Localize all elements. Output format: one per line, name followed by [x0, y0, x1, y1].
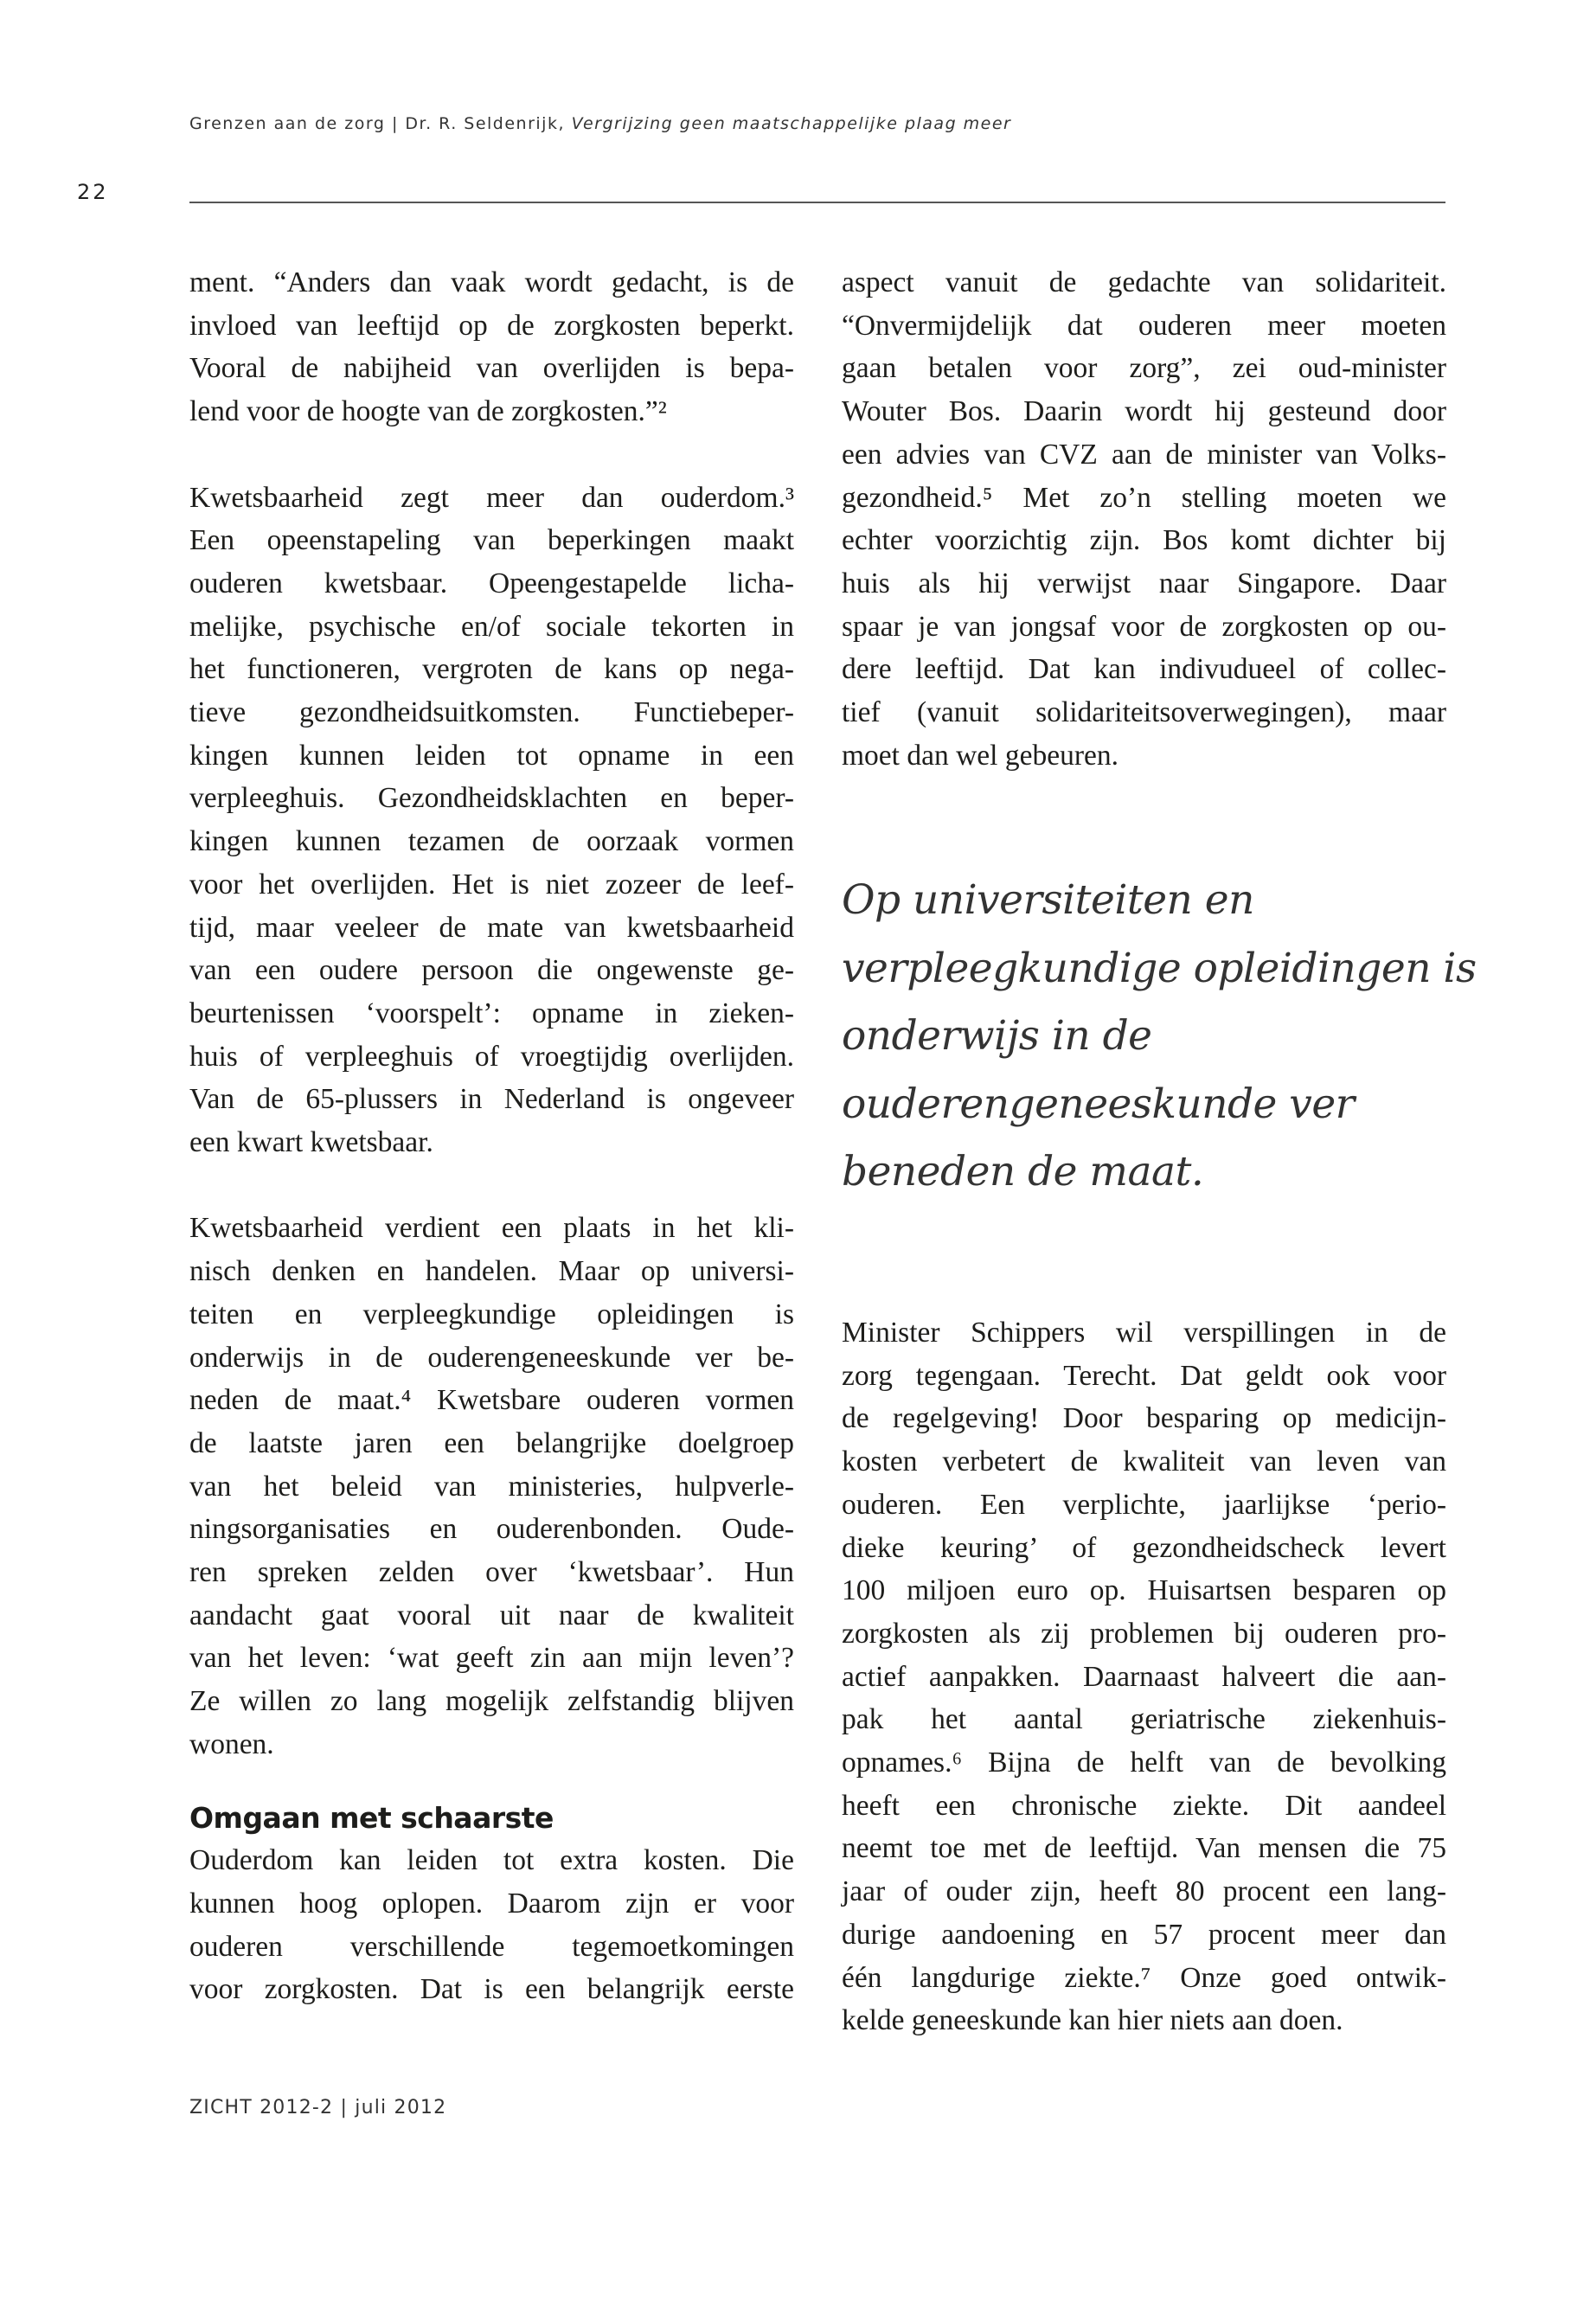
text-line: nisch denken en handelen. Maar op universi-: [189, 1255, 794, 1288]
paragraph: [189, 1207, 794, 1766]
article-title: Vergrijzing geen maatschappelijke plaag meer: [571, 114, 1012, 133]
text-line: kingen kunnen leiden tot opname in een: [189, 739, 794, 772]
text-line: melijke, psychische en/of sociale tekorten in: [189, 610, 794, 643]
text-line: Kwetsbaarheid zegt meer dan ouderdom.³: [189, 481, 794, 514]
text-line: Ouderdom kan leiden tot extra kosten. Die: [189, 1844, 794, 1877]
text-line: ouderen kwetsbaar. Opeengestapelde licha-: [189, 567, 794, 599]
text-line: spaar je van jongsaf voor de zorgkosten op ou-: [842, 610, 1446, 643]
text-line: echter voorzichtig zijn. Bos komt dichter bij: [842, 524, 1446, 557]
text-line: Wouter Bos. Daarin wordt hij gesteund door: [842, 395, 1446, 428]
page-footer: [189, 2097, 446, 2118]
text-line: wonen.: [189, 1727, 274, 1760]
section-heading: Omgaan met schaarste: [189, 1800, 554, 1835]
paragraph: [189, 261, 794, 433]
author-name: Dr. R. Seldenrijk,: [405, 114, 566, 133]
text-line: Van de 65-plussers in Nederland is ongeveer: [189, 1083, 794, 1116]
text-line: verpleeghuis. Gezondheidsklachten en beper-: [189, 782, 794, 815]
text-line: ren spreken zelden over ‘kwetsbaar’. Hun: [189, 1556, 794, 1589]
text-line: een advies van CVZ aan de minister van Volks-: [842, 438, 1446, 471]
text-line: een kwart kwetsbaar.: [189, 1126, 433, 1159]
right-column-top: [842, 261, 1446, 777]
text-line: één langdurige ziekte.⁷ Onze goed ontwik-: [842, 1961, 1446, 1994]
text-line: opnames.⁶ Bijna de helft van de bevolking: [842, 1747, 1446, 1779]
text-line: het functioneren, vergroten de kans op nega-: [189, 653, 794, 686]
pull-quote-line: beneden de maat.: [842, 1148, 1204, 1195]
pull-quote-line: Op universiteiten en: [842, 876, 1254, 924]
text-line: invloed van leeftijd op de zorgkosten beperkt.: [189, 309, 794, 342]
text-line: zorgkosten als zij problemen bij ouderen pro-: [842, 1617, 1446, 1650]
text-line: voor zorgkosten. Dat is een belangrijk eerste: [189, 1973, 794, 2006]
text-line: Een opeenstapeling van beperkingen maakt: [189, 524, 794, 557]
paragraph: [189, 1839, 794, 2011]
text-line: 100 miljoen euro op. Huisartsen besparen op: [842, 1574, 1446, 1607]
text-line: ment. “Anders dan vaak wordt gedacht, is de: [189, 266, 794, 298]
text-line: onderwijs in de ouderengeneeskunde ver be-: [189, 1341, 794, 1374]
text-line: gaan betalen voor zorg”, zei oud-minister: [842, 352, 1446, 385]
text-line: heeft een chronische ziekte. Dit aandeel: [842, 1789, 1446, 1822]
text-line: durige aandoening en 57 procent meer dan: [842, 1918, 1446, 1951]
text-line: dieke keuring’ of gezondheidscheck levert: [842, 1531, 1446, 1564]
text-line: van het leven: ‘wat geeft zin aan mijn leven’?: [189, 1642, 794, 1675]
text-line: aandacht gaat vooral uit naar de kwaliteit: [189, 1599, 794, 1631]
text-line: ouderen. Een verplichte, jaarlijkse ‘perio-: [842, 1488, 1446, 1521]
right-column-bottom: [842, 1311, 1446, 2042]
text-line: Minister Schippers wil verspillingen in de: [842, 1317, 1446, 1349]
issue-number: 2012-2: [260, 2097, 334, 2118]
text-line: van een oudere persoon die ongewenste ge-: [189, 954, 794, 987]
text-line: pak het aantal geriatrische ziekenhuis-: [842, 1703, 1446, 1736]
text-line: moet dan wel gebeuren.: [842, 739, 1118, 772]
text-line: actief aanpakken. Daarnaast halveert die aan-: [842, 1660, 1446, 1693]
text-line: van het beleid van ministeries, hulpverle-: [189, 1470, 794, 1503]
text-line: neden de maat.⁴ Kwetsbare ouderen vormen: [189, 1384, 794, 1417]
header-rule: [189, 202, 1445, 203]
paragraph: [189, 477, 794, 1164]
text-line: tief (vanuit solidariteitsoverwegingen), maar: [842, 696, 1446, 729]
text-line: Vooral de nabijheid van overlijden is bepa-: [189, 352, 794, 385]
text-line: Kwetsbaarheid verdient een plaats in het kli-: [189, 1212, 794, 1245]
left-column: [189, 261, 794, 2011]
pull-quote-line: onderwijs in de: [842, 1012, 1152, 1060]
footer-separator: |: [340, 2097, 349, 2118]
text-line: teiten en verpleegkundige opleidingen is: [189, 1298, 794, 1330]
text-line: neemt toe met de leeftijd. Van mensen die 75: [842, 1832, 1446, 1865]
header-separator: |: [391, 114, 399, 133]
pull-quote-line: ouderengeneeskunde ver: [842, 1080, 1355, 1128]
text-line: beurtenissen ‘voorspelt’: opname in zieken-: [189, 997, 794, 1029]
text-line: huis of verpleeghuis of vroegtijdig overlijden.: [189, 1040, 794, 1073]
pull-quote-line: verpleegkundige opleidingen is: [842, 944, 1477, 992]
running-header: [189, 114, 1011, 133]
text-line: gezondheid.⁵ Met zo’n stelling moeten we: [842, 481, 1446, 514]
text-line: Ze willen zo lang mogelijk zelfstandig blijven: [189, 1685, 794, 1718]
issue-date: juli 2012: [355, 2097, 447, 2118]
text-line: tijd, maar veeleer de mate van kwetsbaarheid: [189, 911, 794, 944]
text-line: kosten verbetert de kwaliteit van leven van: [842, 1445, 1446, 1478]
pull-quote: [842, 867, 1477, 1207]
publication-name: ZICHT: [189, 2097, 253, 2118]
text-line: aspect vanuit de gedachte van solidariteit.: [842, 266, 1446, 298]
text-line: kingen kunnen tezamen de oorzaak vormen: [189, 825, 794, 858]
text-line: lend voor de hoogte van de zorgkosten.”²: [189, 395, 667, 428]
paragraph: [842, 1311, 1446, 2042]
text-line: dere leeftijd. Dat kan indivudueel of collec-: [842, 653, 1446, 686]
page-number: 22: [77, 180, 109, 204]
paragraph: [842, 261, 1446, 777]
text-line: kelde geneeskunde kan hier niets aan doen.: [842, 2004, 1343, 2037]
text-line: de regelgeving! Door besparing op medicijn-: [842, 1402, 1446, 1435]
text-line: voor het overlijden. Het is niet zozeer de leef-: [189, 868, 794, 901]
text-line: huis als hij verwijst naar Singapore. Daar: [842, 567, 1446, 599]
text-line: “Onvermijdelijk dat ouderen meer moeten: [842, 309, 1446, 342]
text-line: jaar of ouder zijn, heeft 80 procent een lang-: [842, 1875, 1446, 1908]
text-line: ouderen verschillende tegemoetkomingen: [189, 1930, 794, 1963]
text-line: ningsorganisaties en ouderenbonden. Oude-: [189, 1513, 794, 1546]
text-line: kunnen hoog oplopen. Daarom zijn er voor: [189, 1887, 794, 1920]
text-line: tieve gezondheidsuitkomsten. Functiebeper-: [189, 696, 794, 729]
text-line: de laatste jaren een belangrijke doelgroep: [189, 1426, 794, 1459]
section-title: Grenzen aan de zorg: [189, 114, 386, 133]
text-line: zorg tegengaan. Terecht. Dat geldt ook voor: [842, 1359, 1446, 1392]
